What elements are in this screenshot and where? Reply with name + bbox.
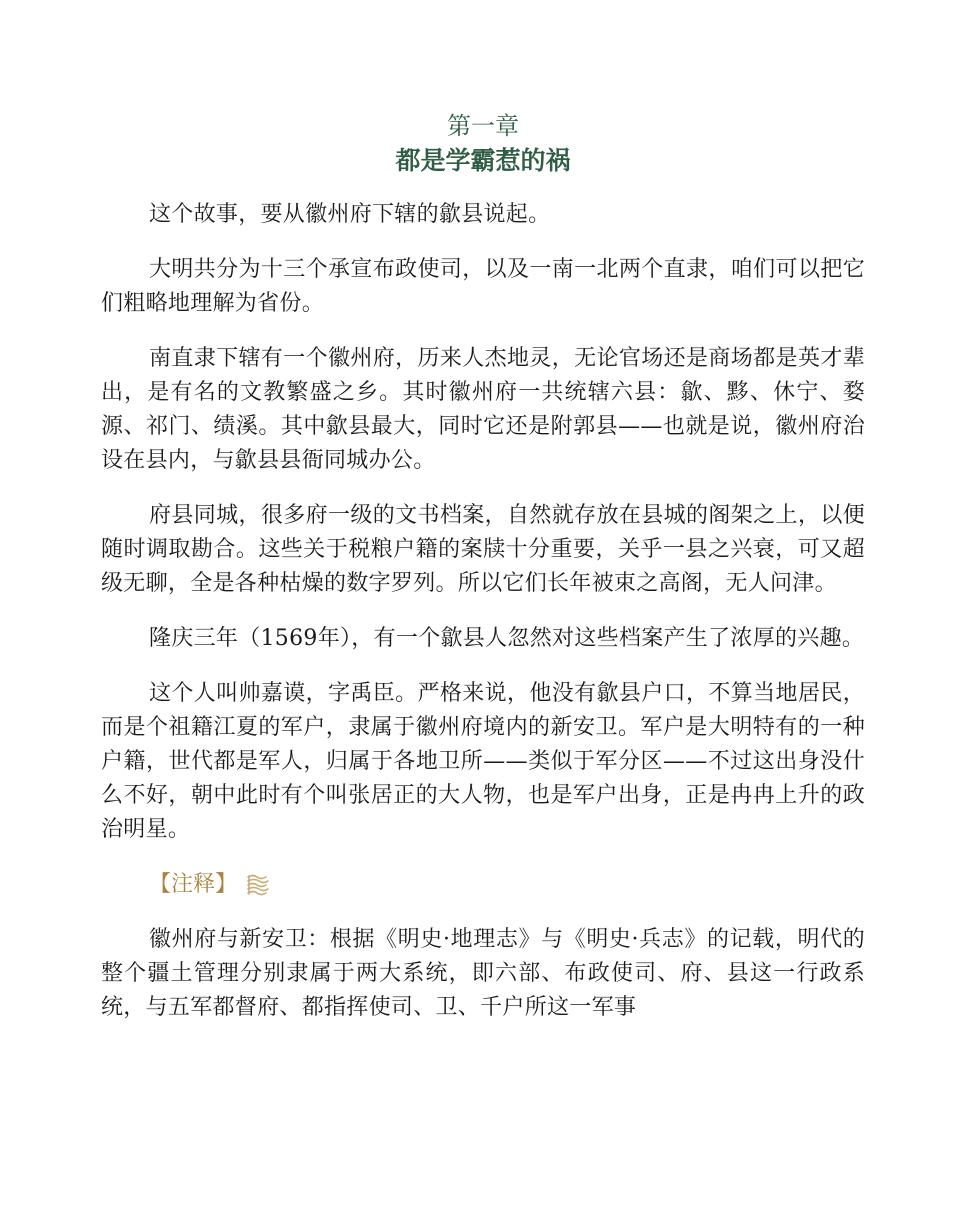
page-content (101, 108, 865, 1046)
paragraph: 府县同城，很多府一级的文书档案，自然就存放在县城的阁架之上，以便随时调取勘合。这些关于税粮户籍的案牍十分重要，关乎一县之兴衰，可又超级无聊，全是各种枯燥的数字罗列。所以它们长年被束之高阁，无人问津。 (101, 503, 865, 596)
note-ornament-icon[interactable] (245, 872, 271, 898)
note-label: 【注释】 (149, 872, 238, 897)
chapter-number: 第一章 (447, 112, 519, 140)
note-heading[interactable] (101, 868, 865, 902)
note-paragraph: 徽州府与新安卫：根据《明史·地理志》与《明史·兵志》的记载，明代的整个疆土管理分别隶属于两大系统，即六部、布政使司、府、县这一行政系统，与五军都督府、都指挥使司、卫、千户所这一军事 (101, 927, 865, 1020)
chapter-title: 都是学霸惹的祸 (395, 146, 571, 175)
paragraph: 这个故事，要从徽州府下辖的歙县说起。 (149, 202, 551, 227)
paragraph: 南直隶下辖有一个徽州府，历来人杰地灵，无论官场还是商场都是英才辈出，是有名的文教繁盛之乡。其时徽州府一共统辖六县：歙、黟、休宁、婺源、祁门、绩溪。其中歙县最大，同时它还是附郭县——也就是说，徽州府治设在县内，与歙县县衙同城办公。 (101, 346, 865, 473)
paragraph: 隆庆三年（1569年），有一个歙县人忽然对这些档案产生了浓厚的兴趣。 (149, 626, 865, 651)
paragraph: 大明共分为十三个承宣布政使司，以及一南一北两个直隶，咱们可以把它们粗略地理解为省份。 (101, 257, 865, 316)
paragraph: 这个人叫帅嘉谟，字禹臣。严格来说，他没有歙县户口，不算当地居民，而是个祖籍江夏的军户，隶属于徽州府境内的新安卫。军户是大明特有的一种户籍，世代都是军人，归属于各地卫所——类似于军分区——不过这出身没什么不好，朝中此时有个叫张居正的大人物，也是军户出身，正是冉冉上升的政治明星。 (101, 681, 865, 842)
chapter-heading (101, 108, 865, 178)
